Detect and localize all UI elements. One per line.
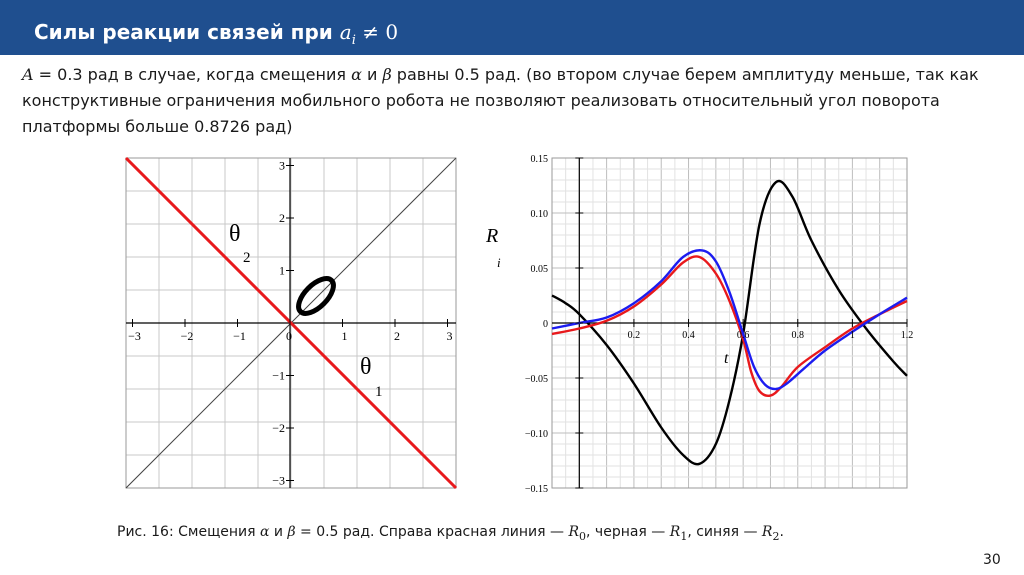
- label-theta1-sub: 1: [375, 384, 383, 400]
- chart-y-tick-label: −0.10: [524, 429, 548, 440]
- chart-y-tick-label: 0.15: [530, 154, 548, 165]
- caption-and: и: [269, 524, 288, 540]
- caption-part-4: , синяя —: [687, 524, 762, 540]
- chart-y-tick-label: −0.15: [524, 484, 548, 495]
- caption-part-5: .: [779, 524, 784, 540]
- left-x-tick-label: 2: [394, 329, 400, 343]
- var-beta: β: [382, 65, 392, 84]
- left-y-tick-label: −2: [272, 421, 285, 435]
- caption-R0: [568, 524, 587, 543]
- chart-x-tick-label: 0.8: [791, 330, 805, 341]
- chart-y-tick-label: 0.10: [530, 209, 548, 220]
- var-A: A: [22, 65, 34, 84]
- title-math-sub: i: [351, 33, 356, 48]
- label-theta1: θ: [360, 354, 372, 380]
- caption-part-3: , черная —: [586, 524, 670, 540]
- chart-y-tick-label: −0.05: [524, 374, 548, 385]
- left-x-tick-label: −2: [180, 329, 194, 343]
- left-x-tick-label: 0: [286, 329, 292, 343]
- left-y-tick-label: 1: [279, 263, 285, 278]
- caption-part-1: Рис. 16: Смещения: [117, 524, 260, 540]
- caption-R2-sub: 2: [772, 529, 780, 543]
- caption-beta: β: [287, 524, 296, 540]
- left-x-tick-label: 3: [446, 329, 453, 343]
- caption-R2-letter: R: [761, 524, 773, 540]
- chart-y-tick-label: 0: [543, 319, 548, 330]
- chart-xlabel: t: [724, 350, 729, 367]
- page-number: 30: [983, 552, 1001, 568]
- chart-y-tick-label: 0.05: [530, 264, 548, 275]
- left-x-tick-label: 1: [341, 329, 348, 343]
- figure-caption: [117, 524, 784, 543]
- caption-alpha: α: [260, 524, 270, 540]
- left-y-tick-label: −3: [272, 473, 285, 488]
- var-alpha: α: [351, 65, 362, 84]
- chart-ylabel: R: [486, 225, 499, 247]
- caption-R2: [761, 524, 780, 543]
- caption-part-2: = 0.5 рад. Справа красная линия —: [295, 524, 569, 540]
- left-y-tick-label: 2: [279, 211, 285, 225]
- para-and: и: [361, 65, 383, 84]
- label-theta2: θ: [229, 221, 241, 247]
- chart-x-tick-label: 1.2: [900, 330, 914, 341]
- para-text-2: равны 0.5 рад. (во втором случае берем амплитуду меньше, так как конструктивные ограничения мобильного робота не позволяют реализовать относительный угол поворота платформы больше 0.8726 рад): [22, 65, 979, 136]
- chart-x-tick-label: 0.2: [627, 330, 641, 341]
- para-text-1: = 0.3 рад в случае, когда смещения: [33, 65, 352, 84]
- label-theta2-sub: 2: [243, 250, 251, 266]
- caption-R0-sub: 0: [579, 529, 587, 543]
- caption-R1: [669, 524, 688, 543]
- chart-x-tick-label: 0.6: [736, 330, 750, 341]
- left-y-tick-label: 3: [279, 158, 285, 173]
- chart-x-tick-label: 0.4: [682, 330, 695, 341]
- caption-R0-letter: R: [568, 524, 580, 540]
- slide-title-text: Силы реакции связей при: [34, 20, 340, 44]
- title-math-rel: ≠ 0: [355, 20, 399, 44]
- caption-R1-letter: R: [669, 524, 681, 540]
- left-x-tick-label: −1: [233, 329, 246, 343]
- chart-ylabel-sub: i: [497, 255, 501, 270]
- title-math-var: a: [339, 20, 352, 44]
- left-x-tick-label: −3: [128, 329, 141, 343]
- chart-x-tick-label: 1: [849, 330, 855, 341]
- caption-R1-sub: 1: [680, 529, 688, 543]
- left-y-tick-label: −1: [272, 368, 285, 383]
